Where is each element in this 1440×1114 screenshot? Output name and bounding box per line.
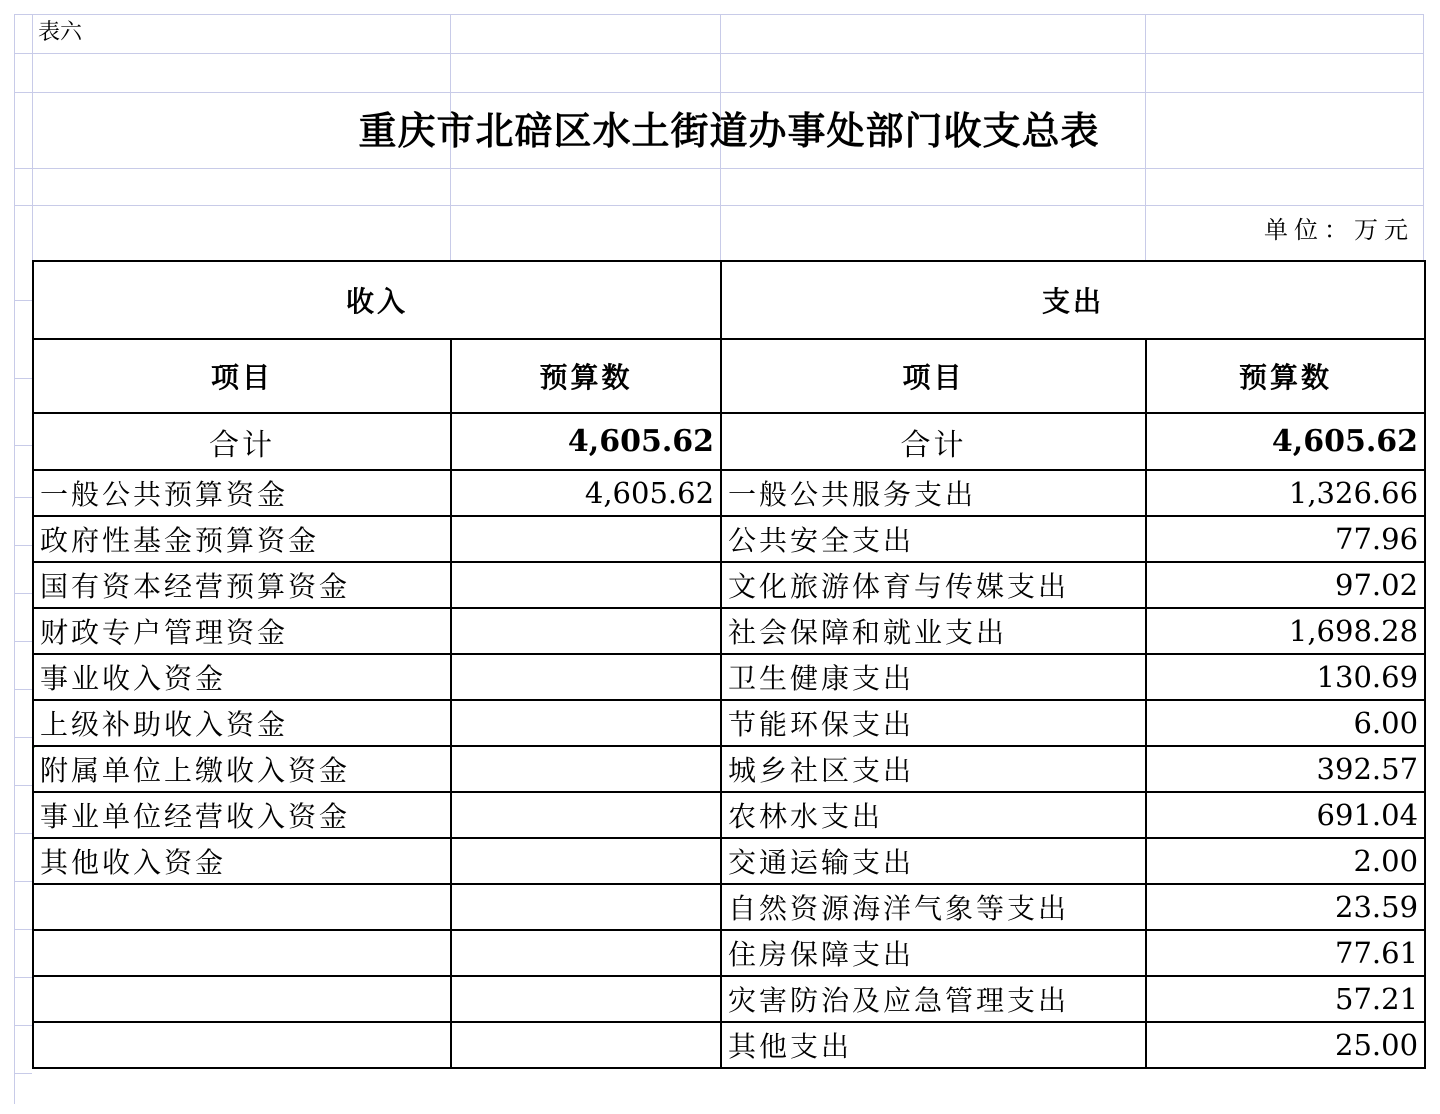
table-row: [33, 930, 1425, 976]
expense-item-cell: 灾害防治及应急管理支出: [721, 976, 1146, 1022]
expense-budget-header: 预算数: [1146, 339, 1425, 413]
page-title: 重庆市北碚区水土街道办事处部门收支总表: [358, 108, 1100, 153]
income-value-cell: [451, 562, 721, 608]
expense-value-cell: 97.02: [1146, 562, 1425, 608]
income-value-cell: [451, 746, 721, 792]
income-total-value: 4,605.62: [451, 413, 721, 470]
expense-header: 支出: [721, 261, 1425, 339]
table-row: [33, 700, 1425, 746]
expense-value-cell: 25.00: [1146, 1022, 1425, 1068]
income-value-cell: [451, 838, 721, 884]
table-row: [33, 654, 1425, 700]
income-header: 收入: [33, 261, 721, 339]
expense-item-cell: 社会保障和就业支出: [721, 608, 1146, 654]
expense-value-cell: 2.00: [1146, 838, 1425, 884]
expense-item-cell: 农林水支出: [721, 792, 1146, 838]
expense-value-cell: 130.69: [1146, 654, 1425, 700]
table-row: [33, 470, 1425, 516]
table-row: [33, 562, 1425, 608]
income-item-cell: 附属单位上缴收入资金: [33, 746, 451, 792]
income-value-cell: [451, 516, 721, 562]
expense-value-cell: 6.00: [1146, 700, 1425, 746]
income-budget-header: 预算数: [451, 339, 721, 413]
expense-value-cell: 1,698.28: [1146, 608, 1425, 654]
expense-item-header: 项目: [721, 339, 1146, 413]
table-row: [33, 608, 1425, 654]
expense-value-cell: 77.61: [1146, 930, 1425, 976]
income-value-cell: [451, 1022, 721, 1068]
expense-item-cell: 文化旅游体育与传媒支出: [721, 562, 1146, 608]
expense-item-cell: 卫生健康支出: [721, 654, 1146, 700]
expense-value-cell: 57.21: [1146, 976, 1425, 1022]
section-header-row: [33, 261, 1425, 339]
income-value-cell: [451, 884, 721, 930]
column-header-row: [33, 339, 1425, 413]
table-row: [33, 746, 1425, 792]
expense-value-cell: 77.96: [1146, 516, 1425, 562]
expense-item-cell: 自然资源海洋气象等支出: [721, 884, 1146, 930]
expense-item-cell: 其他支出: [721, 1022, 1146, 1068]
budget-table: [32, 260, 1426, 1069]
table-row: [33, 1022, 1425, 1068]
expense-item-cell: 交通运输支出: [721, 838, 1146, 884]
income-value-cell: [451, 654, 721, 700]
income-item-cell: 事业单位经营收入资金: [33, 792, 451, 838]
expense-total-value: 4,605.62: [1146, 413, 1425, 470]
sheet-label: 表六: [38, 20, 83, 45]
expense-total-label: 合计: [721, 413, 1146, 470]
table-body: [33, 470, 1425, 1068]
expense-value-cell: 23.59: [1146, 884, 1425, 930]
unit-label: 单位：万元: [1264, 216, 1414, 244]
table-row: [33, 884, 1425, 930]
expense-value-cell: 1,326.66: [1146, 470, 1425, 516]
income-item-cell: 事业收入资金: [33, 654, 451, 700]
income-value-cell: [451, 700, 721, 746]
income-value-cell: [451, 792, 721, 838]
income-item-cell: 政府性基金预算资金: [33, 516, 451, 562]
income-item-cell: [33, 976, 451, 1022]
expense-item-cell: 住房保障支出: [721, 930, 1146, 976]
income-item-cell: 国有资本经营预算资金: [33, 562, 451, 608]
expense-item-cell: 公共安全支出: [721, 516, 1146, 562]
income-value-cell: [451, 976, 721, 1022]
table-row: [33, 516, 1425, 562]
income-item-cell: 其他收入资金: [33, 838, 451, 884]
total-row: [33, 413, 1425, 470]
expense-item-cell: 一般公共服务支出: [721, 470, 1146, 516]
expense-value-cell: 392.57: [1146, 746, 1425, 792]
income-value-cell: 4,605.62: [451, 470, 721, 516]
income-item-header: 项目: [33, 339, 451, 413]
income-item-cell: 一般公共预算资金: [33, 470, 451, 516]
table-row: [33, 976, 1425, 1022]
income-item-cell: [33, 930, 451, 976]
income-item-cell: [33, 1022, 451, 1068]
income-item-cell: [33, 884, 451, 930]
table-row: [33, 838, 1425, 884]
expense-item-cell: 城乡社区支出: [721, 746, 1146, 792]
income-value-cell: [451, 930, 721, 976]
income-item-cell: 财政专户管理资金: [33, 608, 451, 654]
table-row: [33, 792, 1425, 838]
income-value-cell: [451, 608, 721, 654]
expense-item-cell: 节能环保支出: [721, 700, 1146, 746]
income-item-cell: 上级补助收入资金: [33, 700, 451, 746]
expense-value-cell: 691.04: [1146, 792, 1425, 838]
income-total-label: 合计: [33, 413, 451, 470]
